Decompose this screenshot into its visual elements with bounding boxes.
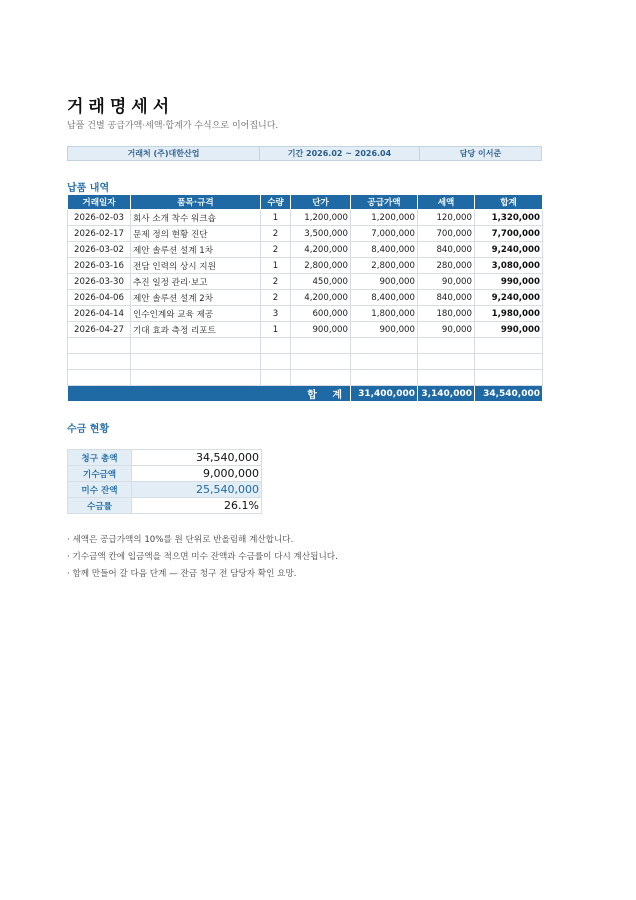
- cell-sum[interactable]: 3,080,000: [475, 258, 543, 274]
- receipt-row-received: [68, 466, 262, 482]
- note-line: · 세액은 공급가액의 10%를 원 단위로 반올림해 계산합니다.: [67, 535, 294, 545]
- col-header-unit-price: 단가: [291, 195, 351, 210]
- cell-unit-price[interactable]: 3,500,000: [291, 226, 351, 242]
- cell-sum[interactable]: 990,000: [475, 322, 543, 338]
- cell-supply[interactable]: 8,400,000: [351, 242, 418, 258]
- col-header-item: 품목·규격: [131, 195, 261, 210]
- cell-item[interactable]: [131, 354, 261, 370]
- cell-qty[interactable]: [261, 338, 291, 354]
- receipt-value[interactable]: 25,540,000: [132, 482, 262, 498]
- table-row: [68, 306, 543, 322]
- cell-item[interactable]: 회사 소개 착수 워크숍: [131, 210, 261, 226]
- cell-tax[interactable]: 280,000: [418, 258, 475, 274]
- cell-item[interactable]: 전담 인력의 상시 지원: [131, 258, 261, 274]
- cell-sum[interactable]: 990,000: [475, 274, 543, 290]
- cell-sum[interactable]: 7,700,000: [475, 226, 543, 242]
- receipt-table: [67, 449, 262, 514]
- cell-date[interactable]: 2026-03-02: [68, 242, 131, 258]
- cell-sum[interactable]: [475, 370, 543, 386]
- receipt-label: 수금률: [68, 498, 132, 514]
- cell-date[interactable]: 2026-04-27: [68, 322, 131, 338]
- cell-qty[interactable]: 1: [261, 258, 291, 274]
- cell-supply[interactable]: [351, 338, 418, 354]
- cell-unit-price[interactable]: 4,200,000: [291, 290, 351, 306]
- cell-tax[interactable]: [418, 370, 475, 386]
- cell-date[interactable]: [68, 338, 131, 354]
- cell-date[interactable]: [68, 354, 131, 370]
- cell-supply[interactable]: [351, 370, 418, 386]
- cell-date[interactable]: 2026-04-06: [68, 290, 131, 306]
- receipt-row-billed: [68, 450, 262, 466]
- cell-qty[interactable]: 2: [261, 290, 291, 306]
- cell-tax[interactable]: 120,000: [418, 210, 475, 226]
- receipt-row-outstanding: [68, 482, 262, 498]
- cell-item[interactable]: 인수인계와 교육 제공: [131, 306, 261, 322]
- cell-item[interactable]: 제안 솔루션 설계 2차: [131, 290, 261, 306]
- cell-date[interactable]: 2026-03-16: [68, 258, 131, 274]
- items-header-row: [68, 195, 543, 210]
- cell-supply[interactable]: 900,000: [351, 274, 418, 290]
- cell-tax[interactable]: 90,000: [418, 274, 475, 290]
- cell-unit-price[interactable]: 2,800,000: [291, 258, 351, 274]
- cell-sum[interactable]: [475, 354, 543, 370]
- cell-sum[interactable]: 9,240,000: [475, 290, 543, 306]
- info-bar: [67, 146, 542, 161]
- cell-tax[interactable]: 700,000: [418, 226, 475, 242]
- cell-tax[interactable]: 840,000: [418, 242, 475, 258]
- cell-item[interactable]: 추진 일정 관리·보고: [131, 274, 261, 290]
- table-row: [68, 290, 543, 306]
- cell-unit-price[interactable]: [291, 338, 351, 354]
- receipt-label: 청구 총액: [68, 450, 132, 466]
- table-row: [68, 370, 543, 386]
- cell-supply[interactable]: 7,000,000: [351, 226, 418, 242]
- cell-qty[interactable]: 2: [261, 226, 291, 242]
- cell-qty[interactable]: [261, 354, 291, 370]
- cell-qty[interactable]: 3: [261, 306, 291, 322]
- cell-tax[interactable]: 840,000: [418, 290, 475, 306]
- cell-supply[interactable]: [351, 354, 418, 370]
- total-supply: 31,400,000: [351, 386, 418, 402]
- cell-item[interactable]: 제안 솔루션 설계 1차: [131, 242, 261, 258]
- cell-supply[interactable]: 1,200,000: [351, 210, 418, 226]
- note-line: · 함께 만들어 갈 다음 단계 — 잔금 청구 전 담당자 확인 요망.: [67, 569, 297, 579]
- items-section-title: 납품 내역: [67, 183, 110, 194]
- cell-unit-price[interactable]: [291, 370, 351, 386]
- cell-qty[interactable]: 1: [261, 322, 291, 338]
- cell-tax[interactable]: 90,000: [418, 322, 475, 338]
- total-sum: 34,540,000: [475, 386, 543, 402]
- cell-unit-price[interactable]: 900,000: [291, 322, 351, 338]
- cell-unit-price[interactable]: 1,200,000: [291, 210, 351, 226]
- receipt-value[interactable]: 9,000,000: [132, 466, 262, 482]
- table-row: [68, 338, 543, 354]
- cell-unit-price[interactable]: 450,000: [291, 274, 351, 290]
- col-header-date: 거래일자: [68, 195, 131, 210]
- document-title: 거래명세서: [67, 97, 175, 117]
- receipt-row-rate: [68, 498, 262, 514]
- total-tax: 3,140,000: [418, 386, 475, 402]
- cell-sum[interactable]: 1,320,000: [475, 210, 543, 226]
- col-header-sum: 합계: [475, 195, 543, 210]
- cell-tax[interactable]: [418, 354, 475, 370]
- receipt-value[interactable]: 26.1%: [132, 498, 262, 514]
- cell-item[interactable]: 기대 효과 측정 리포트: [131, 322, 261, 338]
- cell-qty[interactable]: 2: [261, 242, 291, 258]
- client-info: 거래처 (주)대한산업: [68, 147, 260, 160]
- table-row: [68, 322, 543, 338]
- cell-qty[interactable]: [261, 370, 291, 386]
- items-table: [67, 194, 543, 402]
- cell-unit-price[interactable]: [291, 354, 351, 370]
- cell-unit-price[interactable]: 600,000: [291, 306, 351, 322]
- cell-supply[interactable]: 900,000: [351, 322, 418, 338]
- table-row: [68, 258, 543, 274]
- table-row: [68, 210, 543, 226]
- receipt-value[interactable]: 34,540,000: [132, 450, 262, 466]
- total-row: [68, 386, 543, 402]
- table-row: [68, 354, 543, 370]
- cell-tax[interactable]: [418, 338, 475, 354]
- cell-sum[interactable]: 1,980,000: [475, 306, 543, 322]
- cell-supply[interactable]: 8,400,000: [351, 290, 418, 306]
- cell-supply[interactable]: 1,800,000: [351, 306, 418, 322]
- period-info: 기간 2026.02 ~ 2026.04: [260, 147, 420, 160]
- cell-qty[interactable]: 1: [261, 210, 291, 226]
- col-header-supply: 공급가액: [351, 195, 418, 210]
- manager-info: 담당 이서준: [459, 149, 502, 158]
- cell-sum[interactable]: [475, 338, 543, 354]
- receipt-label: 미수 잔액: [68, 482, 132, 498]
- cell-unit-price[interactable]: 4,200,000: [291, 242, 351, 258]
- cell-date[interactable]: 2026-02-03: [68, 210, 131, 226]
- col-header-tax: 세액: [418, 195, 475, 210]
- table-row: [68, 242, 543, 258]
- notes: [67, 532, 338, 583]
- note-line: · 기수금액 칸에 입금액을 적으면 미수 잔액과 수금률이 다시 계산됩니다.: [67, 552, 338, 562]
- receipt-section-title: 수금 현황: [67, 424, 110, 435]
- table-row: [68, 226, 543, 242]
- cell-item[interactable]: 문제 정의 현황 진단: [131, 226, 261, 242]
- cell-date[interactable]: 2026-03-30: [68, 274, 131, 290]
- total-label: 합 계: [68, 386, 351, 402]
- cell-item[interactable]: [131, 338, 261, 354]
- cell-date[interactable]: 2026-04-14: [68, 306, 131, 322]
- cell-sum[interactable]: 9,240,000: [475, 242, 543, 258]
- receipt-label: 기수금액: [68, 466, 132, 482]
- cell-date[interactable]: [68, 370, 131, 386]
- cell-tax[interactable]: 180,000: [418, 306, 475, 322]
- document-subtitle: 납품 건별 공급가액·세액·합계가 수식으로 이어집니다.: [67, 121, 279, 131]
- cell-qty[interactable]: 2: [261, 274, 291, 290]
- table-row: [68, 274, 543, 290]
- cell-item[interactable]: [131, 370, 261, 386]
- col-header-qty: 수량: [261, 195, 291, 210]
- cell-supply[interactable]: 2,800,000: [351, 258, 418, 274]
- cell-date[interactable]: 2026-02-17: [68, 226, 131, 242]
